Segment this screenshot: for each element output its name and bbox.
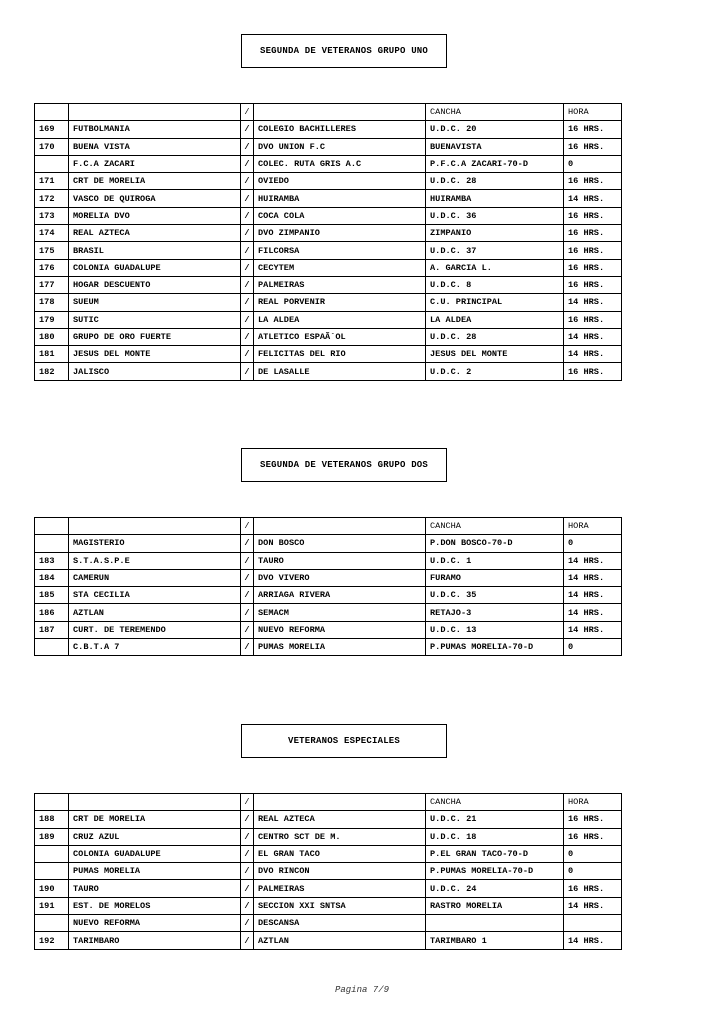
match-number-cell: 180 [35, 328, 69, 345]
away-team-cell: SECCION XXI SNTSA [254, 897, 426, 914]
away-team-cell: LA ALDEA [254, 311, 426, 328]
match-number-cell [35, 155, 69, 172]
home-team-cell: MORELIA DVO [69, 207, 241, 224]
home-team-cell: FUTBOLMANIA [69, 121, 241, 138]
match-number-cell: 177 [35, 276, 69, 293]
time-cell: 14 HRS. [564, 621, 622, 638]
header-separator-cell: / [241, 104, 254, 121]
table-row [35, 138, 622, 155]
separator-cell: / [241, 242, 254, 259]
match-number-cell: 189 [35, 828, 69, 845]
separator-cell: / [241, 845, 254, 862]
home-team-cell: COLONIA GUADALUPE [69, 259, 241, 276]
away-team-cell: DE LASALLE [254, 363, 426, 380]
table-row [35, 863, 622, 880]
separator-cell: / [241, 569, 254, 586]
field-cell: U.D.C. 18 [426, 828, 564, 845]
time-cell: 16 HRS. [564, 138, 622, 155]
header-cancha-cell: CANCHA [426, 794, 564, 811]
separator-cell: / [241, 863, 254, 880]
away-team-cell: ARRIAGA RIVERA [254, 587, 426, 604]
field-cell: A. GARCIA L. [426, 259, 564, 276]
away-team-cell: PALMEIRAS [254, 880, 426, 897]
field-cell: U.D.C. 35 [426, 587, 564, 604]
separator-cell: / [241, 811, 254, 828]
field-cell: RETAJO-3 [426, 604, 564, 621]
away-team-cell: FELICITAS DEL RIO [254, 346, 426, 363]
separator-cell: / [241, 311, 254, 328]
time-cell: 14 HRS. [564, 552, 622, 569]
time-cell: 14 HRS. [564, 569, 622, 586]
field-cell: TARIMBARO 1 [426, 932, 564, 949]
home-team-cell: CRT DE MORELIA [69, 173, 241, 190]
table-row [35, 207, 622, 224]
time-cell: 16 HRS. [564, 880, 622, 897]
separator-cell: / [241, 915, 254, 932]
match-number-cell: 183 [35, 552, 69, 569]
field-cell: U.D.C. 28 [426, 328, 564, 345]
separator-cell: / [241, 604, 254, 621]
home-team-cell: VASCO DE QUIROGA [69, 190, 241, 207]
header-home-cell [69, 518, 241, 535]
fixtures-table [34, 103, 622, 381]
away-team-cell: SEMACM [254, 604, 426, 621]
field-cell: C.U. PRINCIPAL [426, 294, 564, 311]
time-cell: 16 HRS. [564, 242, 622, 259]
field-cell: U.D.C. 1 [426, 552, 564, 569]
section-title: VETERANOS ESPECIALES [241, 724, 447, 758]
home-team-cell: CRUZ AZUL [69, 828, 241, 845]
header-hora-cell: HORA [564, 794, 622, 811]
separator-cell: / [241, 897, 254, 914]
separator-cell: / [241, 294, 254, 311]
field-cell: P.EL GRAN TACO-70-D [426, 845, 564, 862]
table-row [35, 845, 622, 862]
time-cell: 14 HRS. [564, 897, 622, 914]
header-away-cell [254, 794, 426, 811]
home-team-cell: GRUPO DE ORO FUERTE [69, 328, 241, 345]
home-team-cell: CAMERUN [69, 569, 241, 586]
header-number-cell [35, 104, 69, 121]
time-cell: 0 [564, 535, 622, 552]
away-team-cell: COLEC. RUTA GRIS A.C [254, 155, 426, 172]
table-row [35, 363, 622, 380]
home-team-cell: EST. DE MORELOS [69, 897, 241, 914]
table-row [35, 276, 622, 293]
field-cell: ZIMPANIO [426, 225, 564, 242]
away-team-cell: EL GRAN TACO [254, 845, 426, 862]
match-number-cell: 182 [35, 363, 69, 380]
match-number-cell: 185 [35, 587, 69, 604]
home-team-cell: JALISCO [69, 363, 241, 380]
page-number: Pagina 7/9 [334, 985, 389, 995]
separator-cell: / [241, 535, 254, 552]
field-cell: U.D.C. 8 [426, 276, 564, 293]
match-number-cell: 169 [35, 121, 69, 138]
separator-cell: / [241, 138, 254, 155]
away-team-cell: CENTRO SCT DE M. [254, 828, 426, 845]
table-row [35, 811, 622, 828]
header-home-cell [69, 794, 241, 811]
home-team-cell: MAGISTERIO [69, 535, 241, 552]
away-team-cell: AZTLAN [254, 932, 426, 949]
separator-cell: / [241, 828, 254, 845]
field-cell: U.D.C. 24 [426, 880, 564, 897]
match-number-cell: 174 [35, 225, 69, 242]
separator-cell: / [241, 552, 254, 569]
time-cell: 16 HRS. [564, 363, 622, 380]
away-team-cell: ATLETICO ESPAÃ`OL [254, 328, 426, 345]
away-team-cell: DVO UNION F.C [254, 138, 426, 155]
time-cell: 16 HRS. [564, 207, 622, 224]
home-team-cell: C.B.T.A 7 [69, 639, 241, 656]
table-row [35, 552, 622, 569]
home-team-cell: HOGAR DESCUENTO [69, 276, 241, 293]
table-row [35, 225, 622, 242]
away-team-cell: REAL AZTECA [254, 811, 426, 828]
table-row [35, 915, 622, 932]
table-row [35, 294, 622, 311]
separator-cell: / [241, 363, 254, 380]
time-cell: 0 [564, 155, 622, 172]
table-row [35, 604, 622, 621]
separator-cell: / [241, 207, 254, 224]
header-number-cell [35, 518, 69, 535]
time-cell: 0 [564, 639, 622, 656]
home-team-cell: JESUS DEL MONTE [69, 346, 241, 363]
separator-cell: / [241, 639, 254, 656]
header-home-cell [69, 104, 241, 121]
match-number-cell: 176 [35, 259, 69, 276]
time-cell: 14 HRS. [564, 587, 622, 604]
table-header-row [35, 794, 622, 811]
time-cell: 16 HRS. [564, 811, 622, 828]
field-cell: U.D.C. 21 [426, 811, 564, 828]
home-team-cell: TAURO [69, 880, 241, 897]
time-cell: 14 HRS. [564, 346, 622, 363]
field-cell: U.D.C. 13 [426, 621, 564, 638]
separator-cell: / [241, 587, 254, 604]
table-header-row [35, 518, 622, 535]
table-row [35, 346, 622, 363]
table-row [35, 311, 622, 328]
home-team-cell: COLONIA GUADALUPE [69, 845, 241, 862]
home-team-cell: SUEUM [69, 294, 241, 311]
time-cell: 0 [564, 863, 622, 880]
header-away-cell [254, 104, 426, 121]
separator-cell: / [241, 880, 254, 897]
separator-cell: / [241, 346, 254, 363]
section-title: SEGUNDA DE VETERANOS GRUPO DOS [241, 448, 447, 482]
table-row [35, 535, 622, 552]
field-cell: U.D.C. 2 [426, 363, 564, 380]
table-row [35, 639, 622, 656]
time-cell: 14 HRS. [564, 294, 622, 311]
away-team-cell: HUIRAMBA [254, 190, 426, 207]
time-cell: 16 HRS. [564, 276, 622, 293]
match-number-cell: 184 [35, 569, 69, 586]
table-row [35, 328, 622, 345]
match-number-cell [35, 863, 69, 880]
away-team-cell: DVO VIVERO [254, 569, 426, 586]
separator-cell: / [241, 173, 254, 190]
away-team-cell: DVO ZIMPANIO [254, 225, 426, 242]
field-cell: FURAMO [426, 569, 564, 586]
field-cell: U.D.C. 37 [426, 242, 564, 259]
away-team-cell: PALMEIRAS [254, 276, 426, 293]
field-cell [426, 915, 564, 932]
table-row [35, 569, 622, 586]
field-cell: P.DON BOSCO-70-D [426, 535, 564, 552]
table-row [35, 897, 622, 914]
separator-cell: / [241, 190, 254, 207]
separator-cell: / [241, 121, 254, 138]
table-row [35, 190, 622, 207]
home-team-cell: CURT. DE TEREMENDO [69, 621, 241, 638]
field-cell: U.D.C. 36 [426, 207, 564, 224]
away-team-cell: PUMAS MORELIA [254, 639, 426, 656]
match-number-cell [35, 845, 69, 862]
time-cell: 16 HRS. [564, 259, 622, 276]
header-cancha-cell: CANCHA [426, 518, 564, 535]
away-team-cell: DON BOSCO [254, 535, 426, 552]
field-cell: P.PUMAS MORELIA-70-D [426, 639, 564, 656]
table-row [35, 587, 622, 604]
time-cell: 16 HRS. [564, 225, 622, 242]
away-team-cell: REAL PORVENIR [254, 294, 426, 311]
home-team-cell: F.C.A ZACARI [69, 155, 241, 172]
separator-cell: / [241, 932, 254, 949]
table-row [35, 121, 622, 138]
away-team-cell: OVIEDO [254, 173, 426, 190]
field-cell: P.F.C.A ZACARI-70-D [426, 155, 564, 172]
time-cell: 14 HRS. [564, 932, 622, 949]
match-number-cell: 175 [35, 242, 69, 259]
home-team-cell: BUENA VISTA [69, 138, 241, 155]
separator-cell: / [241, 276, 254, 293]
away-team-cell: TAURO [254, 552, 426, 569]
table-row [35, 259, 622, 276]
separator-cell: / [241, 155, 254, 172]
away-team-cell: DVO RINCON [254, 863, 426, 880]
away-team-cell: DESCANSA [254, 915, 426, 932]
away-team-cell: COLEGIO BACHILLERES [254, 121, 426, 138]
table-row [35, 880, 622, 897]
time-cell: 14 HRS. [564, 190, 622, 207]
time-cell: 0 [564, 845, 622, 862]
field-cell: U.D.C. 28 [426, 173, 564, 190]
match-number-cell: 192 [35, 932, 69, 949]
match-number-cell: 187 [35, 621, 69, 638]
header-separator-cell: / [241, 518, 254, 535]
match-number-cell: 178 [35, 294, 69, 311]
header-hora-cell: HORA [564, 104, 622, 121]
table-row [35, 828, 622, 845]
table-row [35, 932, 622, 949]
field-cell: RASTRO MORELIA [426, 897, 564, 914]
away-team-cell: FILCORSA [254, 242, 426, 259]
fixtures-table [34, 517, 622, 656]
match-number-cell: 188 [35, 811, 69, 828]
match-number-cell [35, 639, 69, 656]
away-team-cell: COCA COLA [254, 207, 426, 224]
away-team-cell: CECYTEM [254, 259, 426, 276]
header-separator-cell: / [241, 794, 254, 811]
separator-cell: / [241, 621, 254, 638]
field-cell: BUENAVISTA [426, 138, 564, 155]
home-team-cell: BRASIL [69, 242, 241, 259]
match-number-cell: 181 [35, 346, 69, 363]
fixtures-table [34, 793, 622, 950]
home-team-cell: S.T.A.S.P.E [69, 552, 241, 569]
separator-cell: / [241, 225, 254, 242]
table-header-row [35, 104, 622, 121]
home-team-cell: TARIMBARO [69, 932, 241, 949]
match-number-cell: 173 [35, 207, 69, 224]
header-number-cell [35, 794, 69, 811]
time-cell: 16 HRS. [564, 173, 622, 190]
time-cell: 14 HRS. [564, 328, 622, 345]
table-row [35, 155, 622, 172]
match-number-cell: 170 [35, 138, 69, 155]
field-cell: P.PUMAS MORELIA-70-D [426, 863, 564, 880]
field-cell: U.D.C. 20 [426, 121, 564, 138]
time-cell [564, 915, 622, 932]
table-row [35, 242, 622, 259]
time-cell: 16 HRS. [564, 121, 622, 138]
home-team-cell: CRT DE MORELIA [69, 811, 241, 828]
match-number-cell: 171 [35, 173, 69, 190]
home-team-cell: SUTIC [69, 311, 241, 328]
header-cancha-cell: CANCHA [426, 104, 564, 121]
home-team-cell: AZTLAN [69, 604, 241, 621]
separator-cell: / [241, 259, 254, 276]
match-number-cell: 191 [35, 897, 69, 914]
time-cell: 16 HRS. [564, 828, 622, 845]
match-number-cell [35, 535, 69, 552]
field-cell: LA ALDEA [426, 311, 564, 328]
header-hora-cell: HORA [564, 518, 622, 535]
time-cell: 16 HRS. [564, 311, 622, 328]
table-row [35, 621, 622, 638]
home-team-cell: STA CECILIA [69, 587, 241, 604]
header-away-cell [254, 518, 426, 535]
match-number-cell: 190 [35, 880, 69, 897]
match-number-cell: 179 [35, 311, 69, 328]
separator-cell: / [241, 328, 254, 345]
section-title: SEGUNDA DE VETERANOS GRUPO UNO [241, 34, 447, 68]
field-cell: JESUS DEL MONTE [426, 346, 564, 363]
away-team-cell: NUEVO REFORMA [254, 621, 426, 638]
match-number-cell: 172 [35, 190, 69, 207]
match-number-cell: 186 [35, 604, 69, 621]
table-row [35, 173, 622, 190]
home-team-cell: PUMAS MORELIA [69, 863, 241, 880]
field-cell: HUIRAMBA [426, 190, 564, 207]
match-number-cell [35, 915, 69, 932]
home-team-cell: NUEVO REFORMA [69, 915, 241, 932]
home-team-cell: REAL AZTECA [69, 225, 241, 242]
time-cell: 14 HRS. [564, 604, 622, 621]
